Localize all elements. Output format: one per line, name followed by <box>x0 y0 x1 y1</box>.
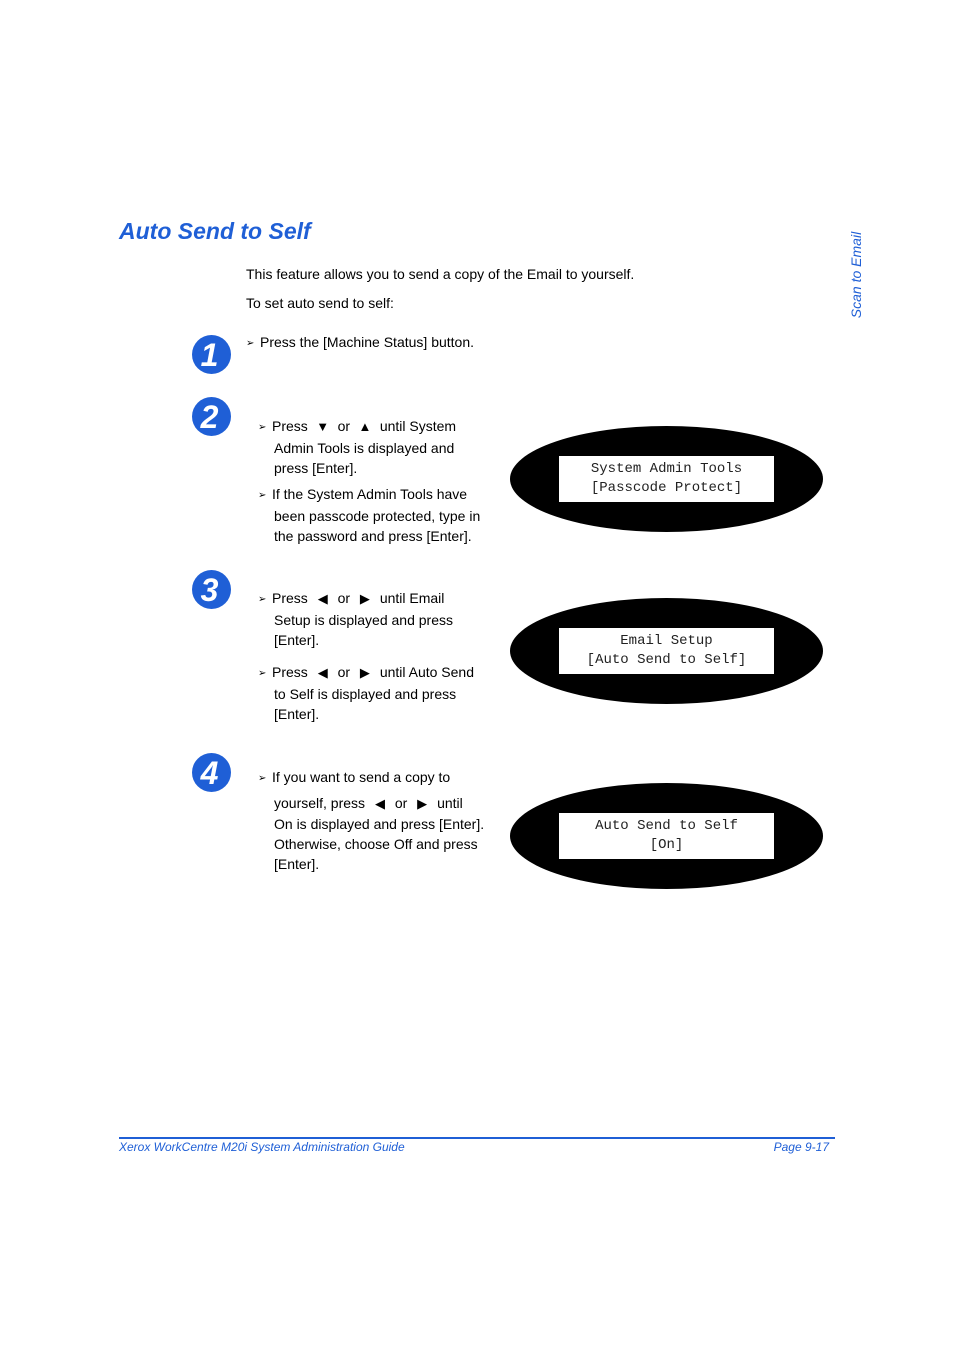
right-arrow-icon: ▶ <box>417 796 428 811</box>
intro-instruction: To set auto send to self: <box>246 295 394 311</box>
up-arrow-icon: ▲ <box>358 419 372 434</box>
right-arrow-icon: ▶ <box>359 665 370 680</box>
step-3-bullet-2: ➢ Press ◀ or ▶ until Auto Send to Self is displayed and press [Enter]. <box>258 664 474 722</box>
step-2-bullet-1: ➢ Press ▼ or ▲ until System Admin Tools is displayed and press [Enter]. <box>258 418 457 476</box>
bullet-arrow-icon: ➢ <box>258 668 267 679</box>
left-arrow-icon: ◀ <box>317 665 328 680</box>
chapter-side-tab <box>846 225 866 325</box>
step-2-bullet-2: ➢ If the System Admin Tools have been passcode protected, type in the password and press [Enter]. <box>258 486 481 544</box>
footer-guide-title: Xerox WorkCentre M20i System Administration Guide <box>119 1140 405 1154</box>
bullet-arrow-icon: ➢ <box>258 594 267 605</box>
left-arrow-icon: ◀ <box>374 796 385 811</box>
lcd-display-system-admin <box>510 426 823 532</box>
lcd-screen: Auto Send to Self [On] <box>559 813 774 859</box>
lcd-screen: Email Setup [Auto Send to Self] <box>559 628 774 674</box>
right-arrow-icon: ▶ <box>359 591 370 606</box>
step-4-bullet-1: ➢ If you want to send a copy to yourself, press ◀ or ▶ until On is displayed and press [Enter]. Otherwise, choose Off and press [Enter]. <box>258 769 485 872</box>
step-1-instruction: ➢ Press the [Machine Status] button. <box>246 332 474 354</box>
step-1-badge: 1 <box>192 335 231 374</box>
left-arrow-icon: ◀ <box>317 591 328 606</box>
intro-paragraph: This feature allows you to send a copy of the Email to yourself. <box>246 266 635 282</box>
lcd-display-email-setup <box>510 598 823 704</box>
section-title: Auto Send to Self <box>119 218 311 244</box>
bullet-arrow-icon: ➢ <box>246 338 255 349</box>
bullet-arrow-icon: ➢ <box>258 773 267 784</box>
footer-divider <box>119 1137 835 1139</box>
lcd-display-auto-send <box>510 783 823 889</box>
bullet-arrow-icon: ➢ <box>258 422 267 433</box>
footer-page-number: Page 9-17 <box>773 1140 829 1154</box>
step-3-bullet-1: ➢ Press ◀ or ▶ until Email Setup is displayed and press [Enter]. <box>258 590 453 648</box>
lcd-screen: System Admin Tools [Passcode Protect] <box>559 456 774 502</box>
step-4-badge: 4 <box>192 753 231 792</box>
step-3-badge: 3 <box>192 570 231 609</box>
chapter-side-tab-label: Scan to Email <box>848 231 864 319</box>
bullet-arrow-icon: ➢ <box>258 490 267 501</box>
down-arrow-icon: ▼ <box>316 419 330 434</box>
step-2-badge: 2 <box>192 397 231 436</box>
